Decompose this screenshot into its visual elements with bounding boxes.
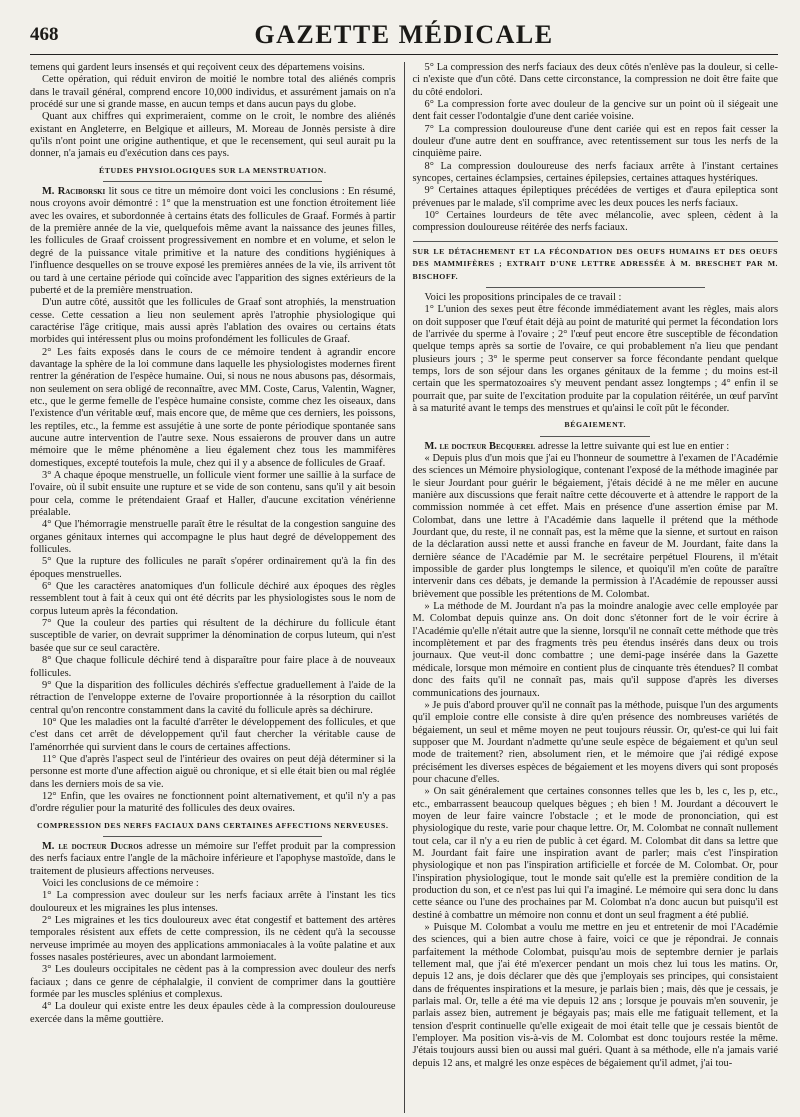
paragraph	[30, 186, 396, 297]
text-columns	[30, 62, 778, 1113]
paragraph: » On sait généralement que certaines consonnes telles que les b, les c, les p, etc., etc., embarrassent beaucoup quelques bègues ; eh bien ! M. Jourdant a découvert le moyen de leur faire vaincre l'obstacle ; et le mode de prononciation, qui est physiologique du reste, varie pour chaque lettre. Or, M. Colombat ne connaît nullement tout cela, car il n'y a eu rien de public à cet égard. M. Colombat dit dans sa lettre que M. Jourdant fait faire une inspiration avant de parler; mais c'est l'inspiration physiologique et non pas l'inspiration artificielle et forcée de M. Colombat. Or, pour l'inspiration physiologique, tout le monde sait qu'elle est la première condition de la production du son, et ce n'est pas lui qui l'a imaginé. Le mémoire qui sera donc lu dans cette séance ou l'une des prochaines par M. Colombat n'a donc aucun but puisqu'il est destiné à combattre un mémoire non connu et dont un seul fragment a été publié.	[412, 786, 778, 921]
section-rule	[413, 241, 779, 242]
section-title-menstruation: ÉTUDES PHYSIOLOGIQUES SUR LA MENSTRUATION.	[98, 165, 327, 175]
author-name: M. le docteur Becquerel	[424, 440, 536, 452]
paragraph-text: lit sous ce titre un mémoire dont voici les conclusions : En résumé, nous croyons avoir démontré : 1° que la menstruation est une fonction étroitement liée avec les ovaires, et subordonnée à certains états des follicules de Graaf. Formés à partir de la première année de la vie, quelquefois même avant la naissance des jeunes filles, les follicules de Graaf croissent progressivement en nombre et en volume, et selon le degré de la puissance vitale primitive et la nature des conditions hygiéniques à l'influence desquelles on se trouve exposé les premières années de la vie, ils arrivent tôt ou tard à une certaine période qui coïncide avec l'apparition des signes extérieurs de la puberté et de la première menstruation.	[30, 186, 396, 296]
paragraph: Voici les conclusions de ce mémoire :	[42, 878, 199, 889]
paragraph: 5° La compression des nerfs faciaux des deux côtés n'enlève pas la douleur, si celle-ci n'existe que d'un côté. Dans cette circonstance, la compression ne doit être faite que du côté endolori.	[412, 62, 778, 98]
paragraph: 11° Que d'après l'aspect seul de l'intérieur des ovaires on peut déjà déterminer si la personne est morte d'une affection aiguë ou chronique, et si elle était bien ou mal réglée dans les derniers mois de sa vie.	[30, 753, 396, 790]
section-title-begaiement: BÉGAIEMENT.	[564, 420, 627, 430]
section-rule	[103, 181, 322, 182]
paragraph: 12° Enfin, que les ovaires ne fonctionnent point alternativement, et qu'il n'y a pas d'ordre régulier pour la maturité des follicules des deux ovaires.	[30, 790, 396, 815]
section-title-oeufs: SUR LE DÉTACHEMENT ET LA FÉCONDATION DES OEUFS HUMAINS ET DES OEUFS DES MAMMIFÈRES ; EXTRAIT D'UNE LETTRE ADRESSÉE À M. BRESCHET PAR M. BISCHOFF.	[412, 246, 778, 281]
paragraph: D'un autre côté, aussitôt que les follicules de Graaf sont atrophiés, la menstruation cesse. Cette cessation a lieu non seulement après l'atrophie physiologique qui caractérise l'âge critique, mais aussi après l'ablation des ovaires ou certains états morbides qui intéressent plus ou moins profondément les follicules de Graaf.	[30, 297, 396, 346]
paragraph: Voici les propositions principales de ce travail :	[424, 291, 622, 303]
paragraph: 4° Que l'hémorragie menstruelle paraît être le résultat de la congestion sanguine des organes génitaux internes qui accompagne le plus haut degré de développement des follicules.	[30, 519, 396, 556]
paragraph: 10° Que les maladies ont la faculté d'arrêter le développement des follicules, et que c'est dans cet arrêt de développement qu'il faut chercher la véritable cause de l'aménorrhée qui survient dans le cours de certaines affections.	[30, 716, 396, 753]
paragraph: 8° Que chaque follicule déchiré tend à disparaître pour faire place à de nouveaux follicules.	[30, 655, 396, 679]
paragraph: 8° La compression douloureuse des nerfs faciaux arrête à l'instant certaines syncopes, certaines éclampsies, certaines épilepsies, certaines attaques hystériques.	[412, 160, 778, 185]
paragraph: 6° Que les caractères anatomiques d'un follicule déchiré aux époques des règles ressemblent tout à fait à ceux qui ont été décrits par les physiologistes sous le nom de corpus luteum après la fécondation.	[30, 581, 396, 617]
paragraph: 9° Certaines attaques épileptiques précédées de vertiges et d'aura epileptica sont prévenues par le malade, s'il comprime avec les deux pouces les nerfs faciaux.	[412, 185, 778, 209]
paragraph: Cette opération, qui réduit environ de moitié le nombre total des aliénés compris dans le travail général, comprend encore 10,000 individus, et assurément jamais on n'a procédé sur une si grande masse, en aucun temps et dans aucun pays du globe.	[30, 74, 396, 111]
paragraph	[30, 841, 396, 878]
section-title-nerfs-faciaux: COMPRESSION DES NERFS FACIAUX DANS CERTAINES AFFECTIONS NERVEUSES.	[36, 820, 389, 830]
paragraph: » Je puis d'abord prouver qu'il ne connaît pas la méthode, puisque l'un des arguments qu'il emploie contre elle consiste à dire qu'en présence des nombreuses variétés de bégaiement, un seul et même moyen ne peut toujours réussir. Or, qu'est-ce qui lui fait supposer que M. Jourdant n'admette qu'une seule espèce de bégaiement et qu'un seul mode de traitement? rien, absolument rien, et le mémoire que j'ai rédigé expose précisément les diverses espèces de bégaiement et les moyens divers qui sont proposés pour chacune d'elles.	[412, 699, 778, 785]
paragraph: 4° La douleur qui existe entre les deux épaules cède à la compression douloureuse exercée dans la même gouttière.	[30, 1001, 396, 1025]
journal-title: GAZETTE MÉDICALE	[254, 20, 554, 49]
paragraph: 7° La compression douloureuse d'une dent cariée qui est en repos fait cesser la douleur d'une autre dent en souffrance, avec retentissement sur tous les nerfs de la cinquième paire.	[412, 123, 778, 160]
section-rule	[103, 836, 322, 837]
paragraph: Quant aux chiffres qui exprimeraient, comme on le croit, le nombre des aliénés existant en Angleterre, en Belgique et ailleurs, M. Moreau de Jonnès persiste à dire qu'ils n'ont point une origine authentique, et que le recensement, qui seul aurait pu la donner, n'a jamais eu d'exécution dans ces pays.	[30, 111, 396, 160]
paragraph: 3° A chaque époque menstruelle, un follicule vient former une saillie à la surface de l'ovaire, où il subit ensuite une rupture et se vide de son contenu, sans qu'il y ait besoin pour cela, comme le prétendaient Graaf et Haller, d'aucune excitation vénérienne préalable.	[30, 470, 396, 519]
paragraph	[413, 441, 779, 453]
paragraph: 10° Certaines lourdeurs de tête avec mélancolie, avec spleen, cèdent à la compression douloureuse réitérée des nerfs faciaux.	[412, 210, 778, 234]
paragraph: 3° Les douleurs occipitales ne cèdent pas à la compression avec douleur des nerfs faciaux ; dans ce genre de céphalalgie, il convient de comprimer dans la gouttière formée par les muscles splénius et complexus.	[30, 964, 396, 1001]
paragraph: » Puisque M. Colombat a voulu me mettre en jeu et entretenir de moi l'Académie des sciences, qui a bien autre chose à faire, voici ce que je répondrai. Je connais parfaitement la méthode Colombat, puisqu'au mois de septembre dernier je parlais tellement mal, que j'ai été m'exercer pendant un mois chez lui tous les matins. Or, depuis 12 ans, je dois déclarer que dès que j'employais ses principes, qui consistaient dans de fréquentes inspirations et la mesure, je parlais bien ; mais, dès que je cessais, je parlais mal. Or, telle a été ma vie depuis 12 ans ; lorsque je pouvais m'en souvenir, je parlais assez bien, autrement je bégayais pas; mais elle me fatiguait tellement, et la tension d'esprit continuelle qu'elle exigeait de moi était telle que je cessais bientôt de l'employer. Ma position vis-à-vis de M. Colombat est donc toujours restée la même. J'étais toujours aussi bien ou aussi mal guéri. Quant à sa méthode, elle n'a jamais varié depuis 12 ans, et malgré les onze espèces de bégaiement qu'il admet, j'ai tou-	[412, 922, 778, 1069]
section-rule	[540, 436, 650, 437]
paragraph: 2° Les migraines et les tics douloureux avec état congestif et battement des artères temporales résistent aux effets de cette compression, ils ne cèdent qu'à la secousse nerveuse imprimée au moyen des applications ammoniacales à la voûte palatine et aux fosses nasales postérieures, avec un abondant larmoiement.	[30, 915, 396, 964]
paragraph-text: adresse la lettre suivante qui est lue en entier :	[537, 440, 730, 452]
section-rule	[486, 287, 705, 288]
paragraph: « Depuis plus d'un mois que j'ai eu l'honneur de soumettre à l'examen de l'Académie des sciences un Mémoire physiologique, contenant l'exposé de la méthode imaginée par le sieur Jourdant pour guérir le bégaiement, j'étais décidé à ne me mêler en aucune manière aux discussions que ferait naître cette découverte et à attendre le rapport de la commission nommée à cet effet. Mais en présence d'une assertion émise par M. Colombat, dans une lettre à l'Académie dans laquelle il prétend que la méthode Jourdant que, du reste, il ne connaît pas, est la même que la sienne, et surtout en raison de la déclaration aussi nette et aussi franche en faveur de M. Jourdant, faite dans la dernière séance de l'Académie par M. le secrétaire perpétuel Flourens, il m'était impossible de garder plus longtemps le silence, et quoiqu'il m'en coûte de paraître intervenir dans ces débats, je demande la permission à l'Académie de repousser aussi brièvement que possible les prétentions de M. Colombat.	[412, 452, 778, 600]
author-name: M. le docteur Ducros	[42, 840, 143, 852]
paragraph: 2° Les faits exposés dans le cours de ce mémoire tendent à agrandir encore davantage la sphère de la loi commune dans laquelle les physiologistes modernes firent rentrer la génération de l'espèce humaine. Oui, si nous ne nous abusons pas, désormais, non seulement on sera obligé de reconnaître, avec MM. Coste, Carus, Valentin, Wagner, etc., que le germe femelle de l'espèce humaine consiste, comme chez les oiseaux, dans l'existence d'un véritable œuf, mais encore que, de même que ces derniers, les poissons, les reptiles, etc., la femme est assujétie à une sorte de ponte périodique spontanée sans aucune autre intervention de l'autre sexe. Nous essaierons de prouver dans un autre mémoire que le même phénomène a lieu également chez tous les mammifères domestiques, excepté toutefois la mule, chez qui il y a absence de follicules de Graaf.	[30, 346, 396, 469]
masthead	[30, 16, 778, 55]
paragraph: 5° Que la rupture des follicules ne paraît s'opérer ordinairement qu'à la fin des époques menstruelles.	[30, 556, 396, 580]
paragraph-text: adresse un mémoire sur l'effet produit par la compression des nerfs faciaux entre l'angle de la mâchoire inférieure et l'apophyse mastoïde, dans le traitement de plusieurs affections nerveuses.	[30, 840, 396, 877]
paragraph: 6° La compression forte avec douleur de la gencive sur un point où il siégeait une dent fait cesser l'odontalgie d'une dent cariée voisine.	[412, 99, 778, 123]
paragraph: » La méthode de M. Jourdant n'a pas la moindre analogie avec celle employée par M. Colombat depuis quinze ans. On doit donc s'étonner fort de le voir écrire à l'Académie qu'elle n'était autre que la sienne, lorsqu'il ne connaît cette méthode que très incomplètement et par des fragments très peu étendus insérés dans deux ou trois journaux. Que veut-il donc combattre ; une demi-page insérée dans la Gazette médicale, lorsque mon mémoire en contient plus de cinquante très étendues? Il combat donc des faits qu'il ne connaît pas, mais qu'il suppose d'après les diverses communications des journaux.	[412, 601, 778, 699]
page-number: 468	[30, 24, 59, 45]
paragraph: 7° Que la couleur des parties qui résultent de la déchirure du follicule étant susceptible de varier, on devrait supprimer la dénomination de corpus luteum, qui n'est basée que sur ce seul caractère.	[30, 618, 396, 654]
paragraph: 9° Que la disparition des follicules déchirés s'effectue graduellement à l'aide de la rétraction de l'enveloppe externe de l'ovaire proportionnée à la résorption du caillot central qu'on rencontre constamment dans la cavité du follicule après sa déchirure.	[30, 679, 396, 716]
left-column	[30, 62, 404, 1113]
paragraph: 1° La compression avec douleur sur les nerfs faciaux arrête à l'instant les tics douloureux et les migraines les plus intenses.	[30, 890, 396, 914]
right-column	[404, 62, 779, 1113]
author-name: M. Raciborski	[42, 186, 106, 198]
paragraph: 1° L'union des sexes peut être féconde immédiatement avant les règles, mais alors on doit supposer que l'œuf était déjà au point de maturité qui permet la fécondation lors de l'arrivée du sperme à l'ovaire ; 2° l'œuf peut encore être susceptible de fécondation quelque temps après sa sortie de l'ovaire, ce qui probablement n'a lieu que pendant plusieurs jours ; 3° le sperme peut conserver sa force fécondante pendant quelque temps, lors de son séjour dans les organes génitaux de la femme ; du moins est-il certain que les spermatozoaires s'y meuvent pendant assez longtemps ; 4° enfin il se pourrait que, par suite de l'excitation produite par la copulation réitérée, un œuf parvînt à sa maturité avant le temps des menstrues et qu'ainsi le coït pût le féconder.	[412, 304, 778, 414]
paragraph: temens qui gardent leurs insensés et qui reçoivent ceux des départemens voisins.	[30, 62, 365, 73]
